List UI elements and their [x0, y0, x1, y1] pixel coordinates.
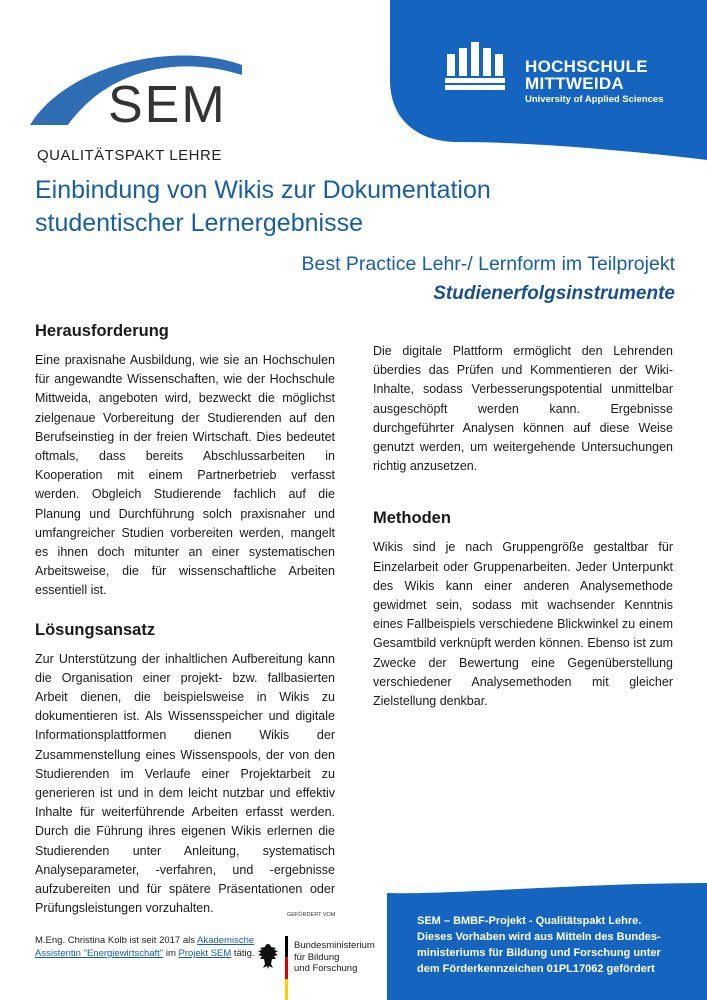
footer-line4: dem Förderkennzeichen 01PL17062 gefördert: [417, 963, 655, 975]
hochschule-name: [525, 58, 648, 92]
subproject-name: Studienerfolgsinstrumente: [433, 283, 675, 304]
sem-wordmark: SEM: [108, 76, 227, 134]
author-note: [35, 934, 260, 960]
text-methoden: Wikis sind je nach Gruppengröße gestaltbar für Einzelarbeit oder Gruppenarbeiten. Jeder Unterpunkt des Wikis kann einer anderen Analysemethode gewidmet sein, sodass mit wachsender Kenntnis eines Fallbeispiels verschiedene Blickwinkel zu einem Gesamtbild verknüpft werden können. Ebenso ist zum Zwecke der Bewertung eine Gegenüberstellung verschiedener Analysemethoden mit gleicher Zielstellung denkbar.: [373, 540, 673, 709]
footer-line3: ministeriums für Bildung und Forschung unter: [417, 947, 661, 959]
german-flag-stripe: [285, 936, 288, 1000]
text-loesungsansatz: Zur Unterstützung der inhaltlichen Aufbereitung kann die Organisation einer projekt- bzw. fallbasierten Arbeit dienen, die beispielsweise in Wikis zu dokumentieren ist. Als Wissensspeicher und digitale Informationsplattformen dienen Wikis der Zusammenstellung eines Wissenspools, der von den Studierenden im Verlaufe einer Projektarbeit zu generieren ist und in dem leicht nutzbar und effektiv Inhalte für weiterführende Arbeiten erfasst werden. Durch die Führung ihres eigenen Wikis erlernen die Studierenden unter Anleitung, systematisch Analyseparameter, -verfahren, und -ergebnisse aufzubereiten und für spätere Präsentationen oder Prüfungsleistungen vorzuhalten.: [35, 651, 335, 916]
footer-line1: SEM – BMBF-Projekt - Qualitätspakt Lehre.: [417, 915, 642, 927]
assistant-role-link[interactable]: Akademische Assistentin "Energiewirtschaft": [35, 935, 255, 959]
left-column: [35, 322, 335, 918]
bmbf-logo: [257, 912, 387, 1000]
title-line1: Einbindung von Wikis zur Dokumentation: [35, 176, 491, 204]
ministry-name: [294, 940, 375, 975]
project-sem-link[interactable]: Projekt SEM: [178, 948, 232, 959]
author-prefix: M.Eng. Christina Kolb ist seit 2017 als: [35, 935, 198, 946]
heading-methoden: Methoden: [373, 509, 451, 528]
footer-line2: Dieses Vorhaben wird aus Mitteln des Bundes-: [417, 931, 661, 943]
funding-statement: [417, 913, 702, 977]
sem-subtitle: QUALITÄTSPAKT LEHRE: [37, 147, 222, 164]
hochschule-name-line2: MITTWEIDA: [525, 74, 625, 93]
hochschule-name-line1: HOCHSCHULE: [525, 57, 648, 76]
heading-loesungsansatz: Lösungsansatz: [35, 620, 156, 639]
text-plattform: Die digitale Plattform ermöglicht den Lehrenden überdies das Prüfen und Kommentieren der Wiki-Inhalte, sodass Verbesserungspotential unmittelbar ausgeschöpft werden kann. Ergebnisse durchgeführter Analysen können auf diese Weise genutzt werden, um weitergehende Untersuchungen richtig anzusetzen.: [373, 344, 673, 474]
author-mid: im: [163, 948, 179, 959]
sem-logo: [28, 45, 243, 170]
hochschule-tagline: University of Applied Sciences: [525, 94, 664, 105]
footer-band: [387, 883, 707, 1000]
right-column: [373, 342, 673, 711]
ministry-line2: für Bildung: [294, 951, 340, 963]
hochschule-logo-block: [390, 0, 707, 160]
poster-title: [35, 174, 635, 240]
funder-label: GEFÖRDERT VOM: [287, 912, 336, 918]
poster-subtitle: Best Practice Lehr-/ Lernform im Teilprojekt: [301, 253, 675, 275]
federal-eagle-icon: [257, 942, 279, 970]
book-building-icon: [445, 40, 505, 92]
author-suffix: tätig.: [231, 948, 255, 959]
title-line2: studentischer Lernergebnisse: [35, 209, 363, 237]
text-herausforderung: Eine praxisnahe Ausbildung, wie sie an Hochschulen für angewandte Wissenschaften, wie der Hochschule Mittweida, angeboten wird, bezweckt die möglichst zielgenaue Vorbereitung der Studierenden auf den Berufseinstieg in der freien Wirtschaft. Dies bedeutet oftmals, dass bereits Abschlussarbeiten in Kooperation mit einem Partnerbetrieb verfasst werden. Obgleich Studierende fachlich auf die Planung und Durchführung solch praxisnaher und umfangreicher Studien vorbereiten werden, mangelt es ihnen doch mitunter an einer systematischen Arbeitsweise, die für wissenschaftliche Arbeiten essentiell ist.: [35, 353, 335, 598]
ministry-line3: und Forschung: [294, 963, 358, 974]
ministry-line1: Bundesministerium: [294, 940, 375, 951]
heading-herausforderung: Herausforderung: [35, 322, 169, 340]
